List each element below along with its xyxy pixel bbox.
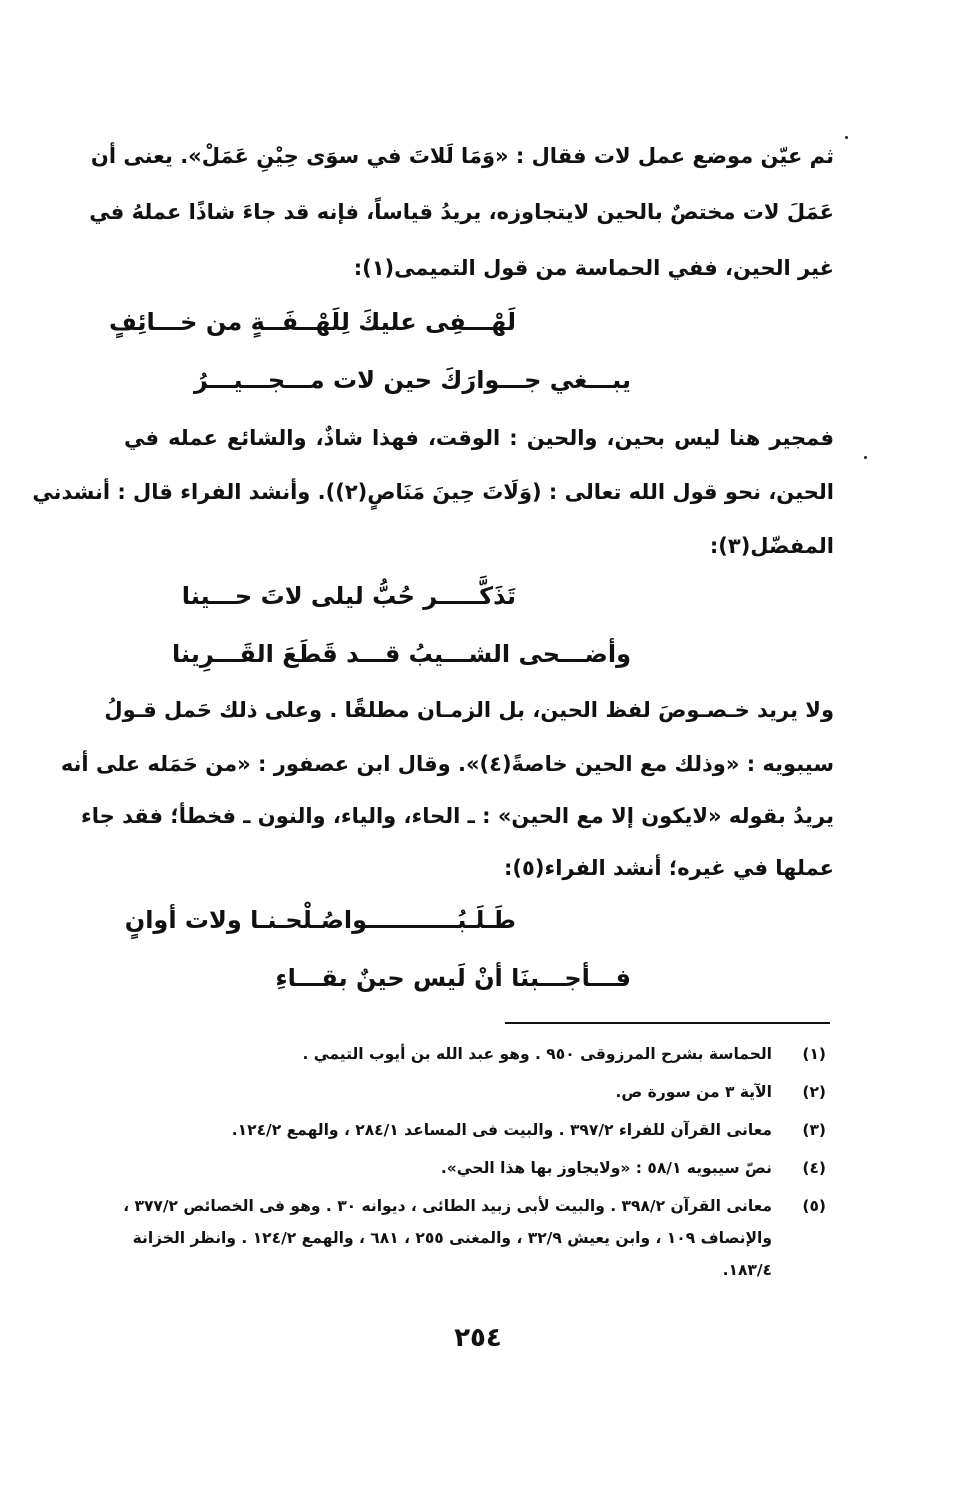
text-line: عملها في غيره؛ أنشد الفراء(٥): <box>504 856 834 880</box>
footnote-text: الحماسة بشرح المرزوقى ٩٥٠ . وهو عبد الله بن أيوب التيمي . <box>302 1045 772 1063</box>
scan-speck <box>845 136 848 139</box>
footnote-text: والإنصاف ١٠٩ ، وابن يعيش ٣٢/٩ ، والمغنى ٢٥٥ ، ٦٨١ ، والهمع ١٢٤/٢ . وانظر الخزانة <box>132 1229 772 1247</box>
text-line: عَمَلَ لات مختصٌ بالحين لايتجاوزه، يريدُ قياساً، فإنه قد جاءَ شاذًا عملهُ في <box>89 200 834 224</box>
verse-hemistich: تَذَكَّـــــر حُبُّ ليلى لاتَ حـــينا <box>181 582 516 610</box>
text-line: سيبويه : «وذلك مع الحين خاصةً(٤)». وقال ابن عصفور : «من حَمَله على أنه <box>60 752 834 776</box>
footnote-separator <box>505 1022 830 1024</box>
footnote-text: الآية ٣ من سورة ص. <box>615 1083 772 1101</box>
text-line: فمجير هنا ليس بحين، والحين : الوقت، فهذا شاذٌ، والشائع عمله في <box>124 426 834 450</box>
text-line: ولا يريد خـصـوصَ لفظ الحين، بل الزمـان مطلقًا . وعلى ذلك حَمل قـولُ <box>104 698 834 722</box>
footnote-number: (٥) <box>802 1197 826 1215</box>
verse-hemistich: يبـــغي جـــوارَكَ حين لات مـــجـــيـــرُ <box>193 366 631 394</box>
footnote-number: (٢) <box>802 1083 826 1101</box>
page-number: ٢٥٤ <box>454 1323 502 1353</box>
verse-hemistich: فـــأجـــبنَا أنْ لَيس حينٌ بقـــاءِ <box>275 964 631 992</box>
verse-hemistich: وأضـــحى الشـــيبُ قـــد قَطَعَ القَـــرِينا <box>172 640 631 668</box>
footnote-text: معانى القرآن ٣٩٨/٢ . والبيت لأبى زبيد الطائى ، ديوانه ٣٠ . وهو فى الخصائص ٣٧٧/٢ ، <box>123 1197 772 1215</box>
verse-hemistich: لَهْـــفِى عليكَ لِلَهْــفَــةٍ من خـــائِفٍ <box>108 308 516 336</box>
text-line: الحين، نحو قول الله تعالى : (وَلَاتَ حِينَ مَنَاصٍ(٢)). وأنشد الفراء قال : أنشدني <box>32 480 834 504</box>
footnote-number: (٤) <box>802 1159 826 1177</box>
text-line: غير الحين، ففي الحماسة من قول التميمى(١): <box>353 256 834 280</box>
text-line: ثم عيّن موضع عمل لات فقال : «وَمَا لَلاتَ في سوَى حِيْنِ عَمَلْ». يعنى أن <box>90 144 834 168</box>
footnote-number: (٣) <box>802 1121 826 1139</box>
verse-hemistich: طَـلَـبُـــــــــــواصُـلْحـنـا ولات أوانٍ <box>124 906 516 934</box>
footnote-text: نصّ سيبويه ٥٨/١ : «ولايجاوز بها هذا الحي». <box>440 1159 772 1177</box>
text-line: المفضّل(٣): <box>709 534 834 558</box>
footnote-text: معانى القرآن للفراء ٣٩٧/٢ . والبيت فى المساعد ٢٨٤/١ ، والهمع ١٢٤/٢. <box>231 1121 772 1139</box>
scan-speck <box>864 456 867 459</box>
footnote-number: (١) <box>802 1045 826 1063</box>
text-line: يريدُ بقوله «لايكون إلا مع الحين» : ـ الحاء، والياء، والنون ـ فخطأ؛ فقد جاء <box>81 804 834 828</box>
footnote-text: ١٨٣/٤. <box>722 1261 772 1279</box>
